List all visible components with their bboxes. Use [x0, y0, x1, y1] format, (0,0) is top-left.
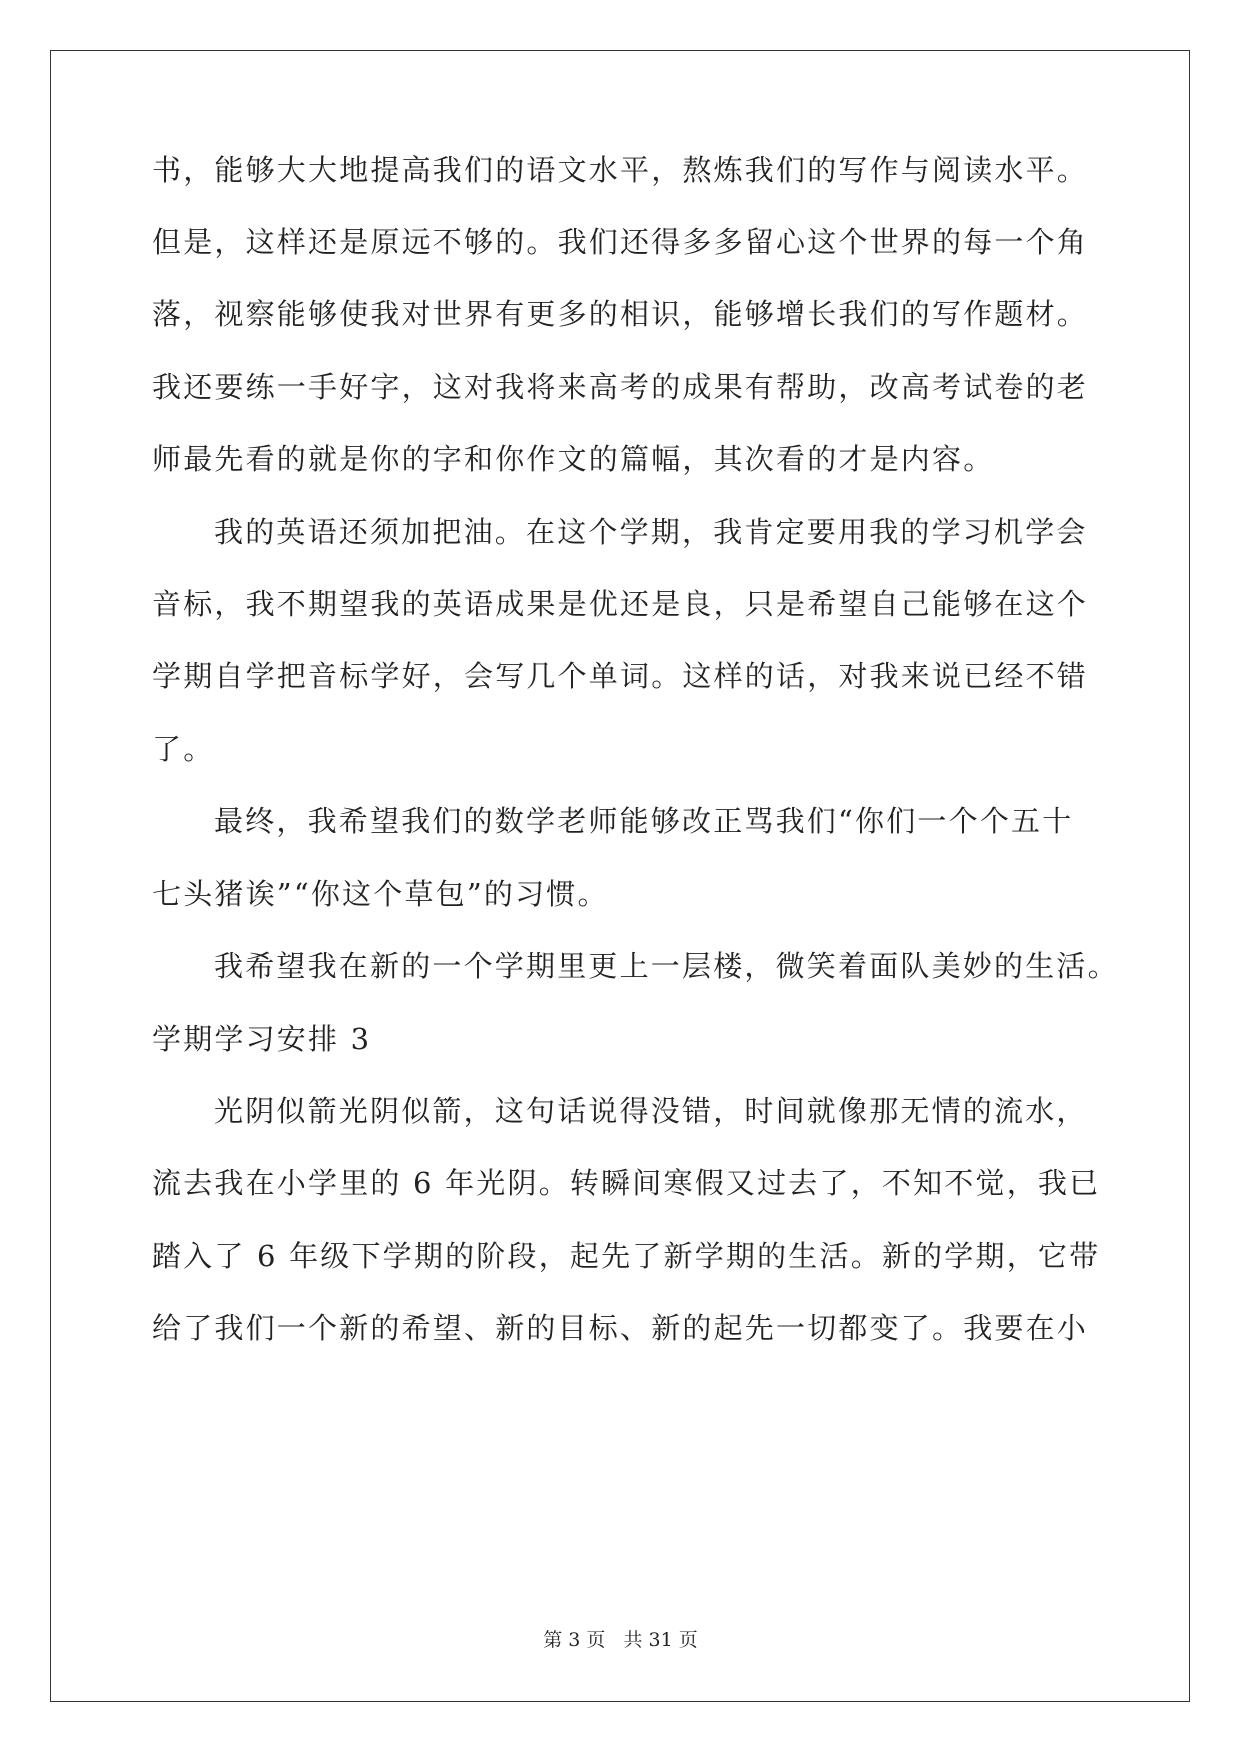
paragraph-start-line: 光阴似箭光阴似箭，这句话说得没错，时间就像那无情的流水，	[214, 1094, 1088, 1128]
page-number: 第 3 页	[543, 1629, 606, 1651]
text-line: 落，视察能够使我对世界有更多的相识，能够增长我们的写作题材。	[152, 297, 1089, 331]
text-line: 学期自学把音标学好，会写几个单词。这样的话，对我来说已经不错	[152, 659, 1089, 693]
text-line: 给了我们一个新的希望、新的目标、新的起先一切都变了。我要在小	[152, 1311, 1089, 1345]
text-line: 但是，这样还是原远不够的。我们还得多多留心这个世界的每一个角	[152, 225, 1089, 259]
page-footer	[0, 1628, 1241, 1652]
text-line: 书，能够大大地提高我们的语文水平，熬炼我们的写作与阅读水平。	[152, 153, 1089, 187]
paragraph-start-line: 我的英语还须加把油。在这个学期，我肯定要用我的学习机学会	[214, 515, 1088, 549]
text-line: 了。	[152, 732, 215, 766]
paragraph-start-line: 我希望我在新的一个学期里更上一层楼，微笑着面队美妙的生活。	[214, 949, 1119, 983]
text-line: 我还要练一手好字，这对我将来高考的成果有帮助，改高考试卷的老	[152, 370, 1089, 404]
text-line: 流去我在小学里的 6 年光阴。转瞬间寒假又过去了，不知不觉，我已	[152, 1166, 1101, 1200]
section-heading: 学期学习安排 3	[152, 1022, 372, 1056]
page-total: 共 31 页	[623, 1629, 698, 1651]
text-line: 踏入了 6 年级下学期的阶段，起先了新学期的生活。新的学期，它带	[152, 1239, 1101, 1273]
text-line: 师最先看的就是你的字和你作文的篇幅，其次看的才是内容。	[152, 442, 995, 476]
paragraph-start-line: 最终，我希望我们的数学老师能够改正骂我们“你们一个个五十	[214, 804, 1074, 838]
text-line: 七头猪诶”“你这个草包”的习惯。	[152, 877, 609, 911]
text-line: 音标，我不期望我的英语成果是优还是良，只是希望自己能够在这个	[152, 587, 1089, 621]
